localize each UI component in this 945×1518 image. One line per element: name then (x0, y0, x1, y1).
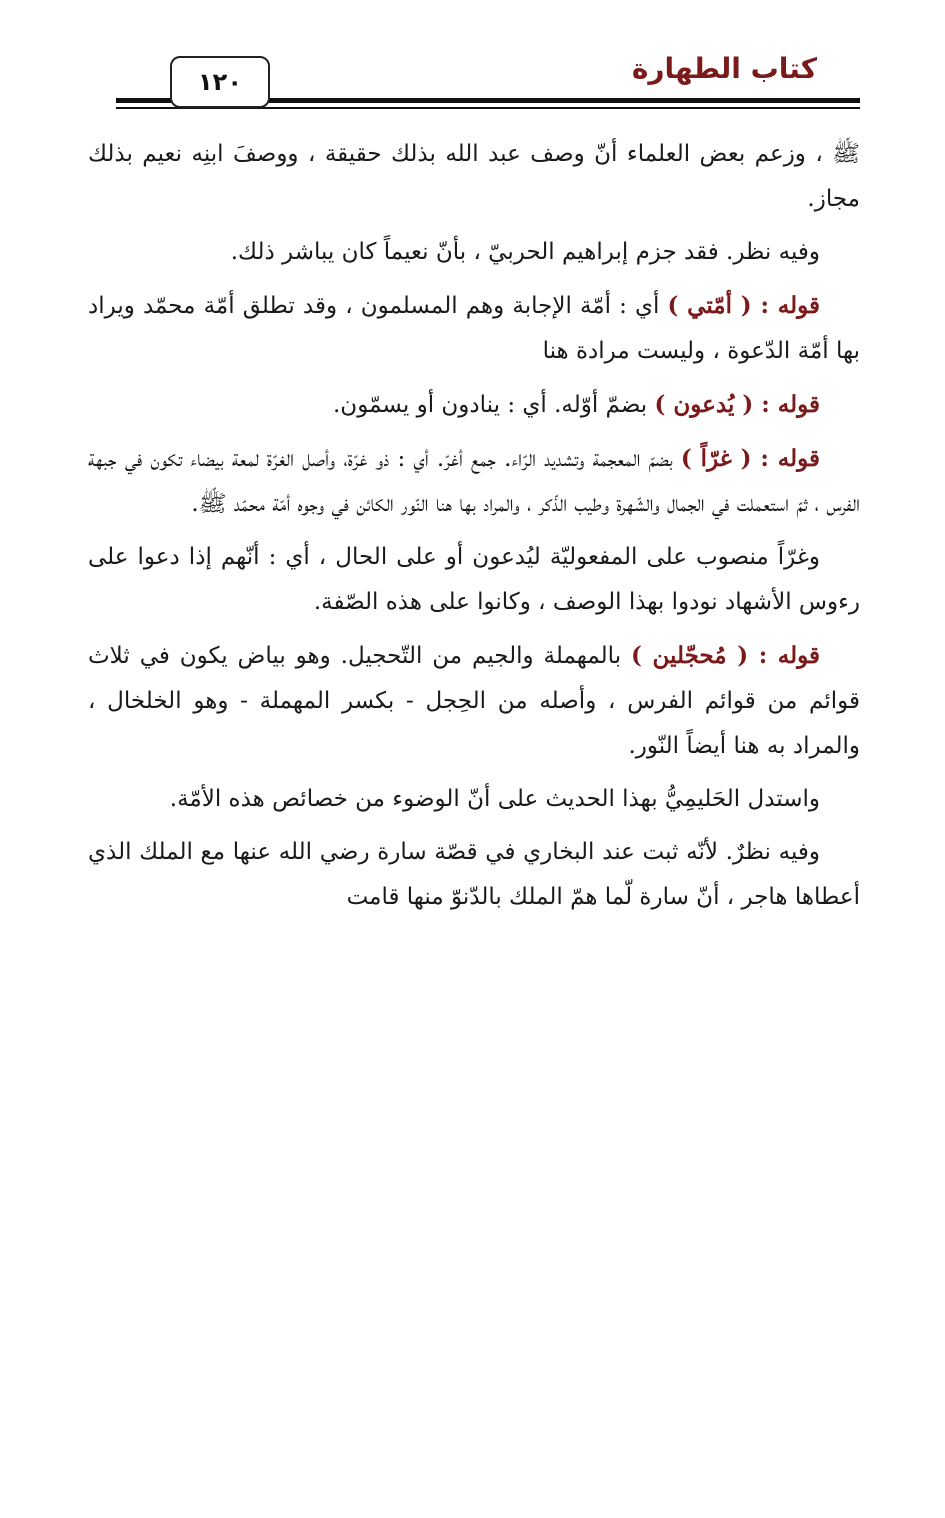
paragraph-text: وفيه نظرٌ. لأنّه ثبت عند البخاري في قصّة سارة رضي الله عنها مع الملك الذي أعطاها هاجر ، أنّ سارة لّما همّ الملك بالدّنوّ منها قامت (88, 839, 860, 910)
paragraph-text: بالمهملة والجيم من التّحجيل. وهو بياض يكون في ثلاث قوائم من قوائم الفرس ، وأصله من الحِجل - بكسر المهملة - وهو الخلخال ، والمراد به هنا أيضاً النّور. (88, 643, 860, 759)
quote-label: قوله : ( مُحجّلين ) (631, 642, 821, 669)
paragraph-text: وفيه نظر. فقد جزم إبراهيم الحربيّ ، بأنّ نعيماً كان يباشر ذلك. (230, 239, 820, 265)
paragraph-text: واستدل الحَليمِيُّ بهذا الحديث على أنّ الوضوء من خصائص هذه الأمّة. (169, 786, 820, 812)
paragraph-text: ﷺ ، وزعم بعض العلماء أنّ وصف عبد الله بذلك حقيقة ، ووصفَ ابنِه نعيم بذلك مجاز. (88, 141, 860, 212)
paragraph-text: بضمّ المعجمة وتشديد الرّاء. جمع أغرّ. أي : ذو غرّة، وأصل الغرّة لمعة بيضاء تكون في جبهة الفرس ، ثمّ استعملت في الجمال والشّهرة وطيب الذّكر ، والمراد بها هنا النّور الكائن في وجوه أمّة محمّد ﷺ. (88, 446, 860, 517)
paragraph (88, 283, 860, 374)
paragraph (88, 830, 860, 920)
quote-label: قوله : ( يُدعون ) (654, 391, 820, 418)
paragraph-text: بضمّ أوّله. أي : ينادون أو يسمّون. (333, 392, 655, 418)
page-body (88, 132, 860, 928)
paragraph (88, 436, 860, 527)
paragraph (88, 132, 860, 222)
paragraph (88, 777, 860, 822)
paragraph (88, 633, 860, 769)
paragraph-text: أي : أمّة الإجابة وهم المسلمون ، وقد تطلق أمّة محمّد ويراد بها أمّة الدّعوة ، وليست مرادة هنا (88, 293, 860, 364)
paragraph-text: وغرّاً منصوب على المفعوليّة ليُدعون أو على الحال ، أي : أنّهم إذا دعوا على رءوس الأشهاد نودوا بهذا الوصف ، وكانوا على هذه الصّفة. (88, 544, 860, 615)
paragraph (88, 535, 860, 625)
page-number: ١٢٠ (170, 56, 270, 108)
paragraph (88, 382, 860, 428)
paragraph (88, 230, 860, 275)
page-header (0, 0, 945, 120)
book-title: كتاب الطهارة (631, 52, 817, 85)
quote-label: قوله : ( غرّاً ) (680, 445, 820, 472)
quote-label: قوله : ( أمّتي ) (667, 292, 820, 319)
